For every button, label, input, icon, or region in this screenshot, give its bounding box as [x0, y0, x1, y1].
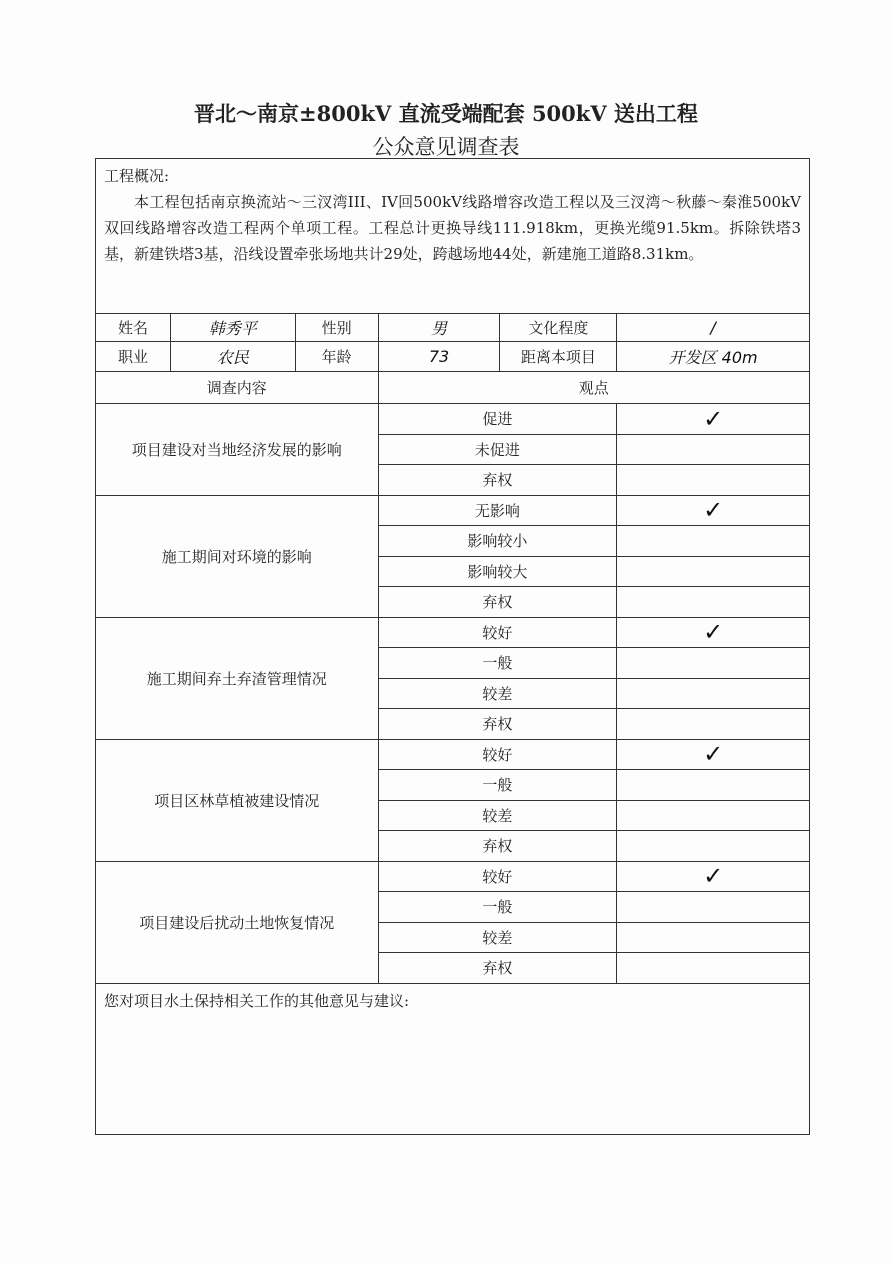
- check-cell[interactable]: [617, 953, 810, 984]
- question-cell: 施工期间对环境的影响: [96, 495, 379, 617]
- check-mark-icon: ✓: [703, 496, 724, 525]
- education-value[interactable]: /: [617, 314, 810, 342]
- check-cell[interactable]: [617, 587, 810, 618]
- option-label: 弃权: [378, 587, 617, 618]
- option-label: 弃权: [378, 831, 617, 862]
- form-subtitle: 公众意见调查表: [372, 135, 520, 159]
- header-content: 调查内容: [96, 372, 379, 404]
- check-cell[interactable]: [617, 892, 810, 923]
- check-cell[interactable]: [617, 800, 810, 831]
- check-cell[interactable]: [617, 709, 810, 740]
- check-mark-icon: ✓: [703, 618, 724, 647]
- distance-label: 距离本项目: [500, 342, 617, 372]
- check-cell[interactable]: [617, 861, 810, 892]
- age-value[interactable]: 73: [378, 342, 500, 372]
- question-cell: 项目区林草植被建设情况: [96, 739, 379, 861]
- age-label: 年龄: [295, 342, 378, 372]
- check-cell[interactable]: [617, 434, 810, 465]
- distance-value[interactable]: 开发区 40m: [617, 342, 810, 372]
- option-row: [96, 495, 810, 526]
- overview-label: 工程概况:: [104, 167, 170, 185]
- option-label: 较好: [378, 739, 617, 770]
- option-label: 较差: [378, 678, 617, 709]
- option-label: 未促进: [378, 434, 617, 465]
- check-cell[interactable]: [617, 648, 810, 679]
- question-cell: 施工期间弃土弃渣管理情况: [96, 617, 379, 739]
- check-cell[interactable]: [617, 678, 810, 709]
- occupation-value[interactable]: 农民: [170, 342, 295, 372]
- check-cell[interactable]: [617, 465, 810, 496]
- option-label: 较好: [378, 617, 617, 648]
- check-mark-icon: ✓: [703, 862, 724, 891]
- check-cell[interactable]: [617, 556, 810, 587]
- option-label: 弃权: [378, 709, 617, 740]
- option-label: 一般: [378, 648, 617, 679]
- name-label: 姓名: [96, 314, 171, 342]
- suggestion-label: 您对项目水土保持相关工作的其他意见与建议:: [104, 991, 410, 1010]
- check-cell[interactable]: [617, 526, 810, 557]
- gender-value[interactable]: 男: [378, 314, 500, 342]
- check-mark-icon: ✓: [703, 740, 724, 769]
- suggestion-cell[interactable]: [96, 983, 810, 1134]
- check-cell[interactable]: [617, 404, 810, 435]
- gender-label: 性别: [295, 314, 378, 342]
- option-label: 较好: [378, 861, 617, 892]
- occupation-label: 职业: [96, 342, 171, 372]
- check-mark-icon: ✓: [703, 404, 724, 433]
- question-cell: 项目建设后扰动土地恢复情况: [96, 861, 379, 983]
- form-title: 晋北～南京±800kV 直流受端配套 500kV 送出工程: [194, 101, 698, 126]
- option-row: [96, 617, 810, 648]
- header-opinion: 观点: [378, 372, 809, 404]
- check-cell[interactable]: [617, 495, 810, 526]
- option-row: [96, 861, 810, 892]
- check-cell[interactable]: [617, 922, 810, 953]
- overview-cell: [96, 159, 810, 314]
- option-label: 弃权: [378, 465, 617, 496]
- option-label: 一般: [378, 770, 617, 801]
- question-cell: 项目建设对当地经济发展的影响: [96, 404, 379, 496]
- check-cell[interactable]: [617, 739, 810, 770]
- option-label: 无影响: [378, 495, 617, 526]
- option-label: 较差: [378, 922, 617, 953]
- overview-text: 本工程包括南京换流站～三汊湾III、IV回500kV线路增容改造工程以及三汊湾～秋藤～秦淮500kV双回线路增容改造工程两个单项工程。工程总计更换导线111.918km，更换光缆91.5km。拆除铁塔3基，新建铁塔3基，沿线设置牵张场地共计29处，跨越场地44处，新建施工道路8.31km。: [104, 193, 801, 263]
- option-label: 影响较小: [378, 526, 617, 557]
- option-label: 影响较大: [378, 556, 617, 587]
- option-row: [96, 404, 810, 435]
- check-cell[interactable]: [617, 831, 810, 862]
- survey-table: [95, 158, 810, 1135]
- option-label: 较差: [378, 800, 617, 831]
- name-value[interactable]: 韩秀平: [170, 314, 295, 342]
- check-cell[interactable]: [617, 617, 810, 648]
- check-cell[interactable]: [617, 770, 810, 801]
- option-label: 一般: [378, 892, 617, 923]
- option-label: 促进: [378, 404, 617, 435]
- option-label: 弃权: [378, 953, 617, 984]
- education-label: 文化程度: [500, 314, 617, 342]
- option-row: [96, 739, 810, 770]
